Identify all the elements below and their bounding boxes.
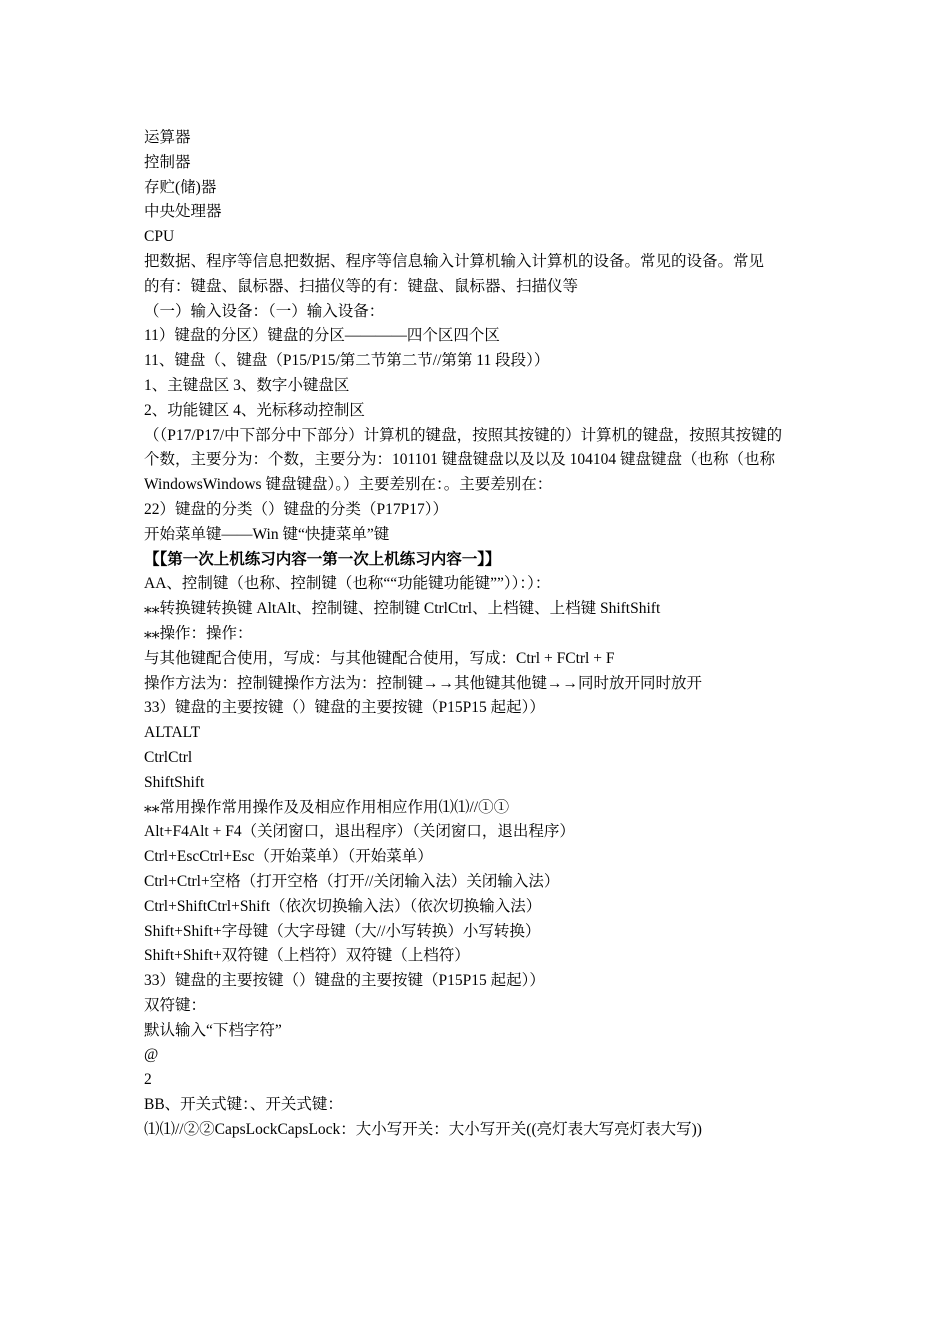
text-line: WindowsWindows 键盘键盘）。）主要差别在：。主要差别在： [144, 476, 553, 494]
text-line: ⑴⑴//②②CapsLockCapsLock：大小写开关：大小写开关((亮灯表大写亮灯表大写)) [144, 1120, 702, 1138]
text-line: 中央处理器 [144, 203, 222, 221]
text-line: 33）键盘的主要按键（）键盘的主要按键（P15P15 起起）） [144, 699, 545, 717]
text-line: 的有：键盘、鼠标器、扫描仪等的有：键盘、鼠标器、扫描仪等 [144, 277, 579, 295]
text-line: Ctrl+Ctrl+空格（打开空格（打开//关闭输入法）关闭输入法） [144, 872, 560, 890]
text-line: ShiftShift [144, 773, 205, 791]
text-line: Shift+Shift+双符键（上档符）双符键（上档符） [144, 947, 470, 965]
text-line: 存贮(储)器 [144, 178, 217, 196]
text-line: 33）键盘的主要按键（）键盘的主要按键（P15P15 起起）） [144, 972, 545, 990]
text-line: 11）键盘的分区）键盘的分区————四个区四个区 [144, 327, 500, 345]
text-line: （（P17/P17/中下部分中下部分）计算机的键盘，按照其按键的）计算机的键盘，按照其按键的 [144, 426, 783, 444]
text-line: Ctrl+EscCtrl+Esc（开始菜单）（开始菜单） [144, 848, 433, 866]
text-line: CPU [144, 228, 175, 246]
section-heading: 【【第一次上机练习内容一第一次上机练习内容一】】 [144, 550, 501, 568]
text-line: 个数，主要分为：个数，主要分为：101101 键盘键盘以及以及 104104 键盘键盘（也称（也称 [144, 451, 776, 469]
text-line: （一）输入设备：（一）输入设备： [144, 302, 385, 320]
text-line: Ctrl+ShiftCtrl+Shift（依次切换输入法）（依次切换输入法） [144, 897, 542, 915]
text-line: Shift+Shift+字母键（大字母键（大//小写转换）小写转换） [144, 922, 541, 940]
text-line: BB、开关式键：、开关式键： [144, 1096, 343, 1114]
text-line: 2、功能键区 4、光标移动控制区 [144, 401, 365, 419]
text-line: 1、主键盘区 3、数字小键盘区 [144, 376, 350, 394]
text-line: 2 [144, 1071, 152, 1089]
text-line: 11、键盘（、键盘（P15/P15/第二节第二节//第第 11 段段）） [144, 352, 550, 370]
text-line: 22）键盘的分类（）键盘的分类（P17P17）） [144, 500, 448, 518]
text-line: Alt+F4Alt + F4（关闭窗口，退出程序）（关闭窗口，退出程序） [144, 823, 575, 841]
text-line: ⁎⁎转换键转换键 AltAlt、控制键、控制键 CtrlCtrl、上档键、上档键 ShiftShift [144, 600, 661, 618]
text-line: ⁎⁎常用操作常用操作及及相应作用相应作用⑴⑴//①① [144, 798, 510, 816]
text-line: 控制器 [144, 153, 191, 171]
text-line: 双符键： [144, 996, 207, 1014]
text-line: 默认输入“下档字符” [144, 1021, 282, 1039]
text-line: AA、控制键（也称、控制键（也称““功能键功能键””））：）： [144, 575, 551, 593]
text-line: CtrlCtrl [144, 748, 193, 766]
text-line: ALTALT [144, 724, 201, 742]
text-line: ⁎⁎操作：操作： [144, 624, 253, 642]
document-body [144, 126, 809, 1143]
text-line: 操作方法为：控制键操作方法为：控制键→→其他键其他键→→同时放开同时放开 [144, 674, 703, 692]
text-line: 开始菜单键——Win 键“快捷菜单”键 [144, 525, 390, 543]
text-line: 与其他键配合使用，写成：与其他键配合使用，写成：Ctrl + FCtrl + F [144, 649, 615, 667]
text-line: @ [144, 1046, 159, 1064]
text-line: 运算器 [144, 129, 191, 146]
text-line: 把数据、程序等信息把数据、程序等信息输入计算机输入计算机的设备。常见的设备。常见 [144, 252, 765, 270]
